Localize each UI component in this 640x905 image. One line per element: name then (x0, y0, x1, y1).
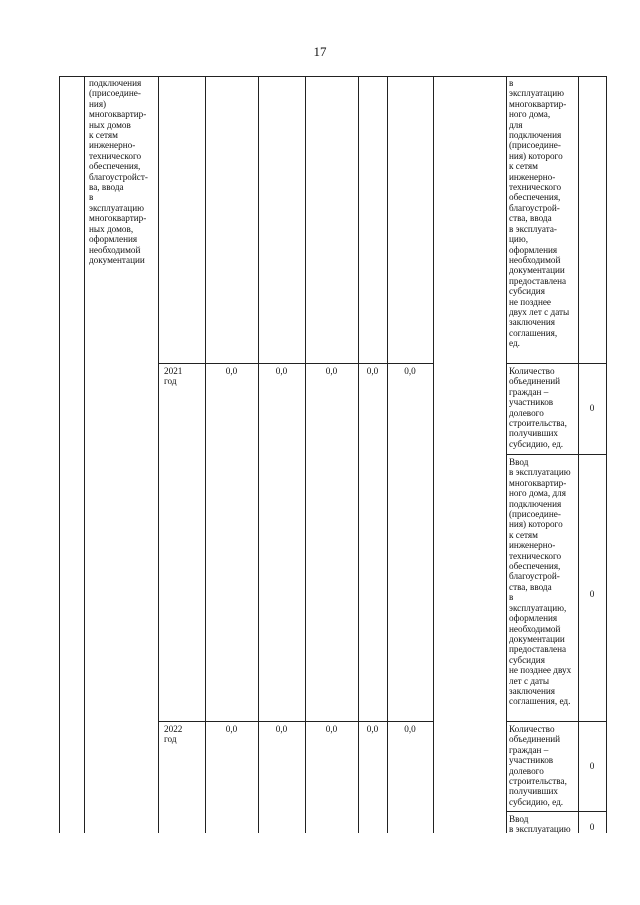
col-border-7 (387, 76, 388, 833)
col-border-2 (158, 76, 159, 833)
col-border-3 (205, 76, 206, 833)
indicator-border-3 (506, 721, 606, 722)
value-2022-5: 0,0 (404, 724, 416, 734)
table-top-border (59, 76, 606, 77)
year-2021: 2021 год (164, 366, 183, 387)
event-description: подключения (присоедине- ния) многоквартир- ных домов к сетям инженерно- технического обеспечения, благоустройст- ва, ввода в эксплуатацию многоквартир- ных домов, оформления необходимой документации (89, 78, 148, 265)
indicator-border-1 (506, 363, 606, 364)
indicator-value-4: 0 (589, 822, 595, 832)
indicator-text-1: Количество объединений граждан – участников долевого строительства, получивших субсидию, ед. (509, 366, 567, 449)
value-2022-1: 0,0 (225, 724, 238, 734)
col-border-8 (433, 76, 434, 833)
value-2021-3: 0,0 (325, 366, 338, 376)
indicator-border-2 (506, 454, 606, 455)
row-border-2022 (158, 721, 433, 722)
value-2022-4: 0,0 (366, 724, 379, 734)
value-2022-2: 0,0 (275, 724, 288, 734)
page-number: 17 (313, 44, 327, 59)
indicator-value-1: 0 (589, 403, 595, 413)
col-border-11 (606, 76, 607, 833)
indicator-value-2: 0 (589, 589, 595, 599)
year-2022: 2022 год (164, 724, 183, 745)
indicator-text-4: Ввод в эксплуатацию (509, 814, 571, 835)
value-2021-4: 0,0 (366, 366, 379, 376)
indicator-value-3: 0 (589, 761, 595, 771)
col-border-4 (258, 76, 259, 833)
col-border-6 (358, 76, 359, 833)
col-border-1 (84, 76, 85, 833)
value-2021-1: 0,0 (225, 366, 238, 376)
col-border-5 (305, 76, 306, 833)
indicator-text-0: в эксплуатацию многоквартир- ного дома, для подключения (присоедине- ния) которого к сетям инженерно- технического обеспечения, благоустрой- ства, ввода в эксплуата- цию, оформления необходимой документации предоставлена субсидия не позднее двух лет с даты заключения соглашения, ед. (509, 78, 570, 349)
indicator-text-2: Ввод в эксплуатацию многоквартир- ного дома, для подключения (присоедине- ния) которого к сетям инженерно- технического обеспечения, благоустрой- ства, ввода в эксплуатацию, оформления необходимой документации предоставлена субсидия не позднее двух лет с даты заключения соглашения, ед. (509, 457, 572, 707)
value-2022-3: 0,0 (325, 724, 338, 734)
value-2021-2: 0,0 (275, 366, 288, 376)
indicator-text-3: Количество объединений граждан – участников долевого строительства, получивших субсидию, ед. (509, 724, 567, 807)
value-2021-5: 0,0 (404, 366, 416, 376)
indicator-border-4 (506, 811, 606, 812)
col-border-0 (59, 76, 60, 833)
row-border-2021 (158, 363, 433, 364)
